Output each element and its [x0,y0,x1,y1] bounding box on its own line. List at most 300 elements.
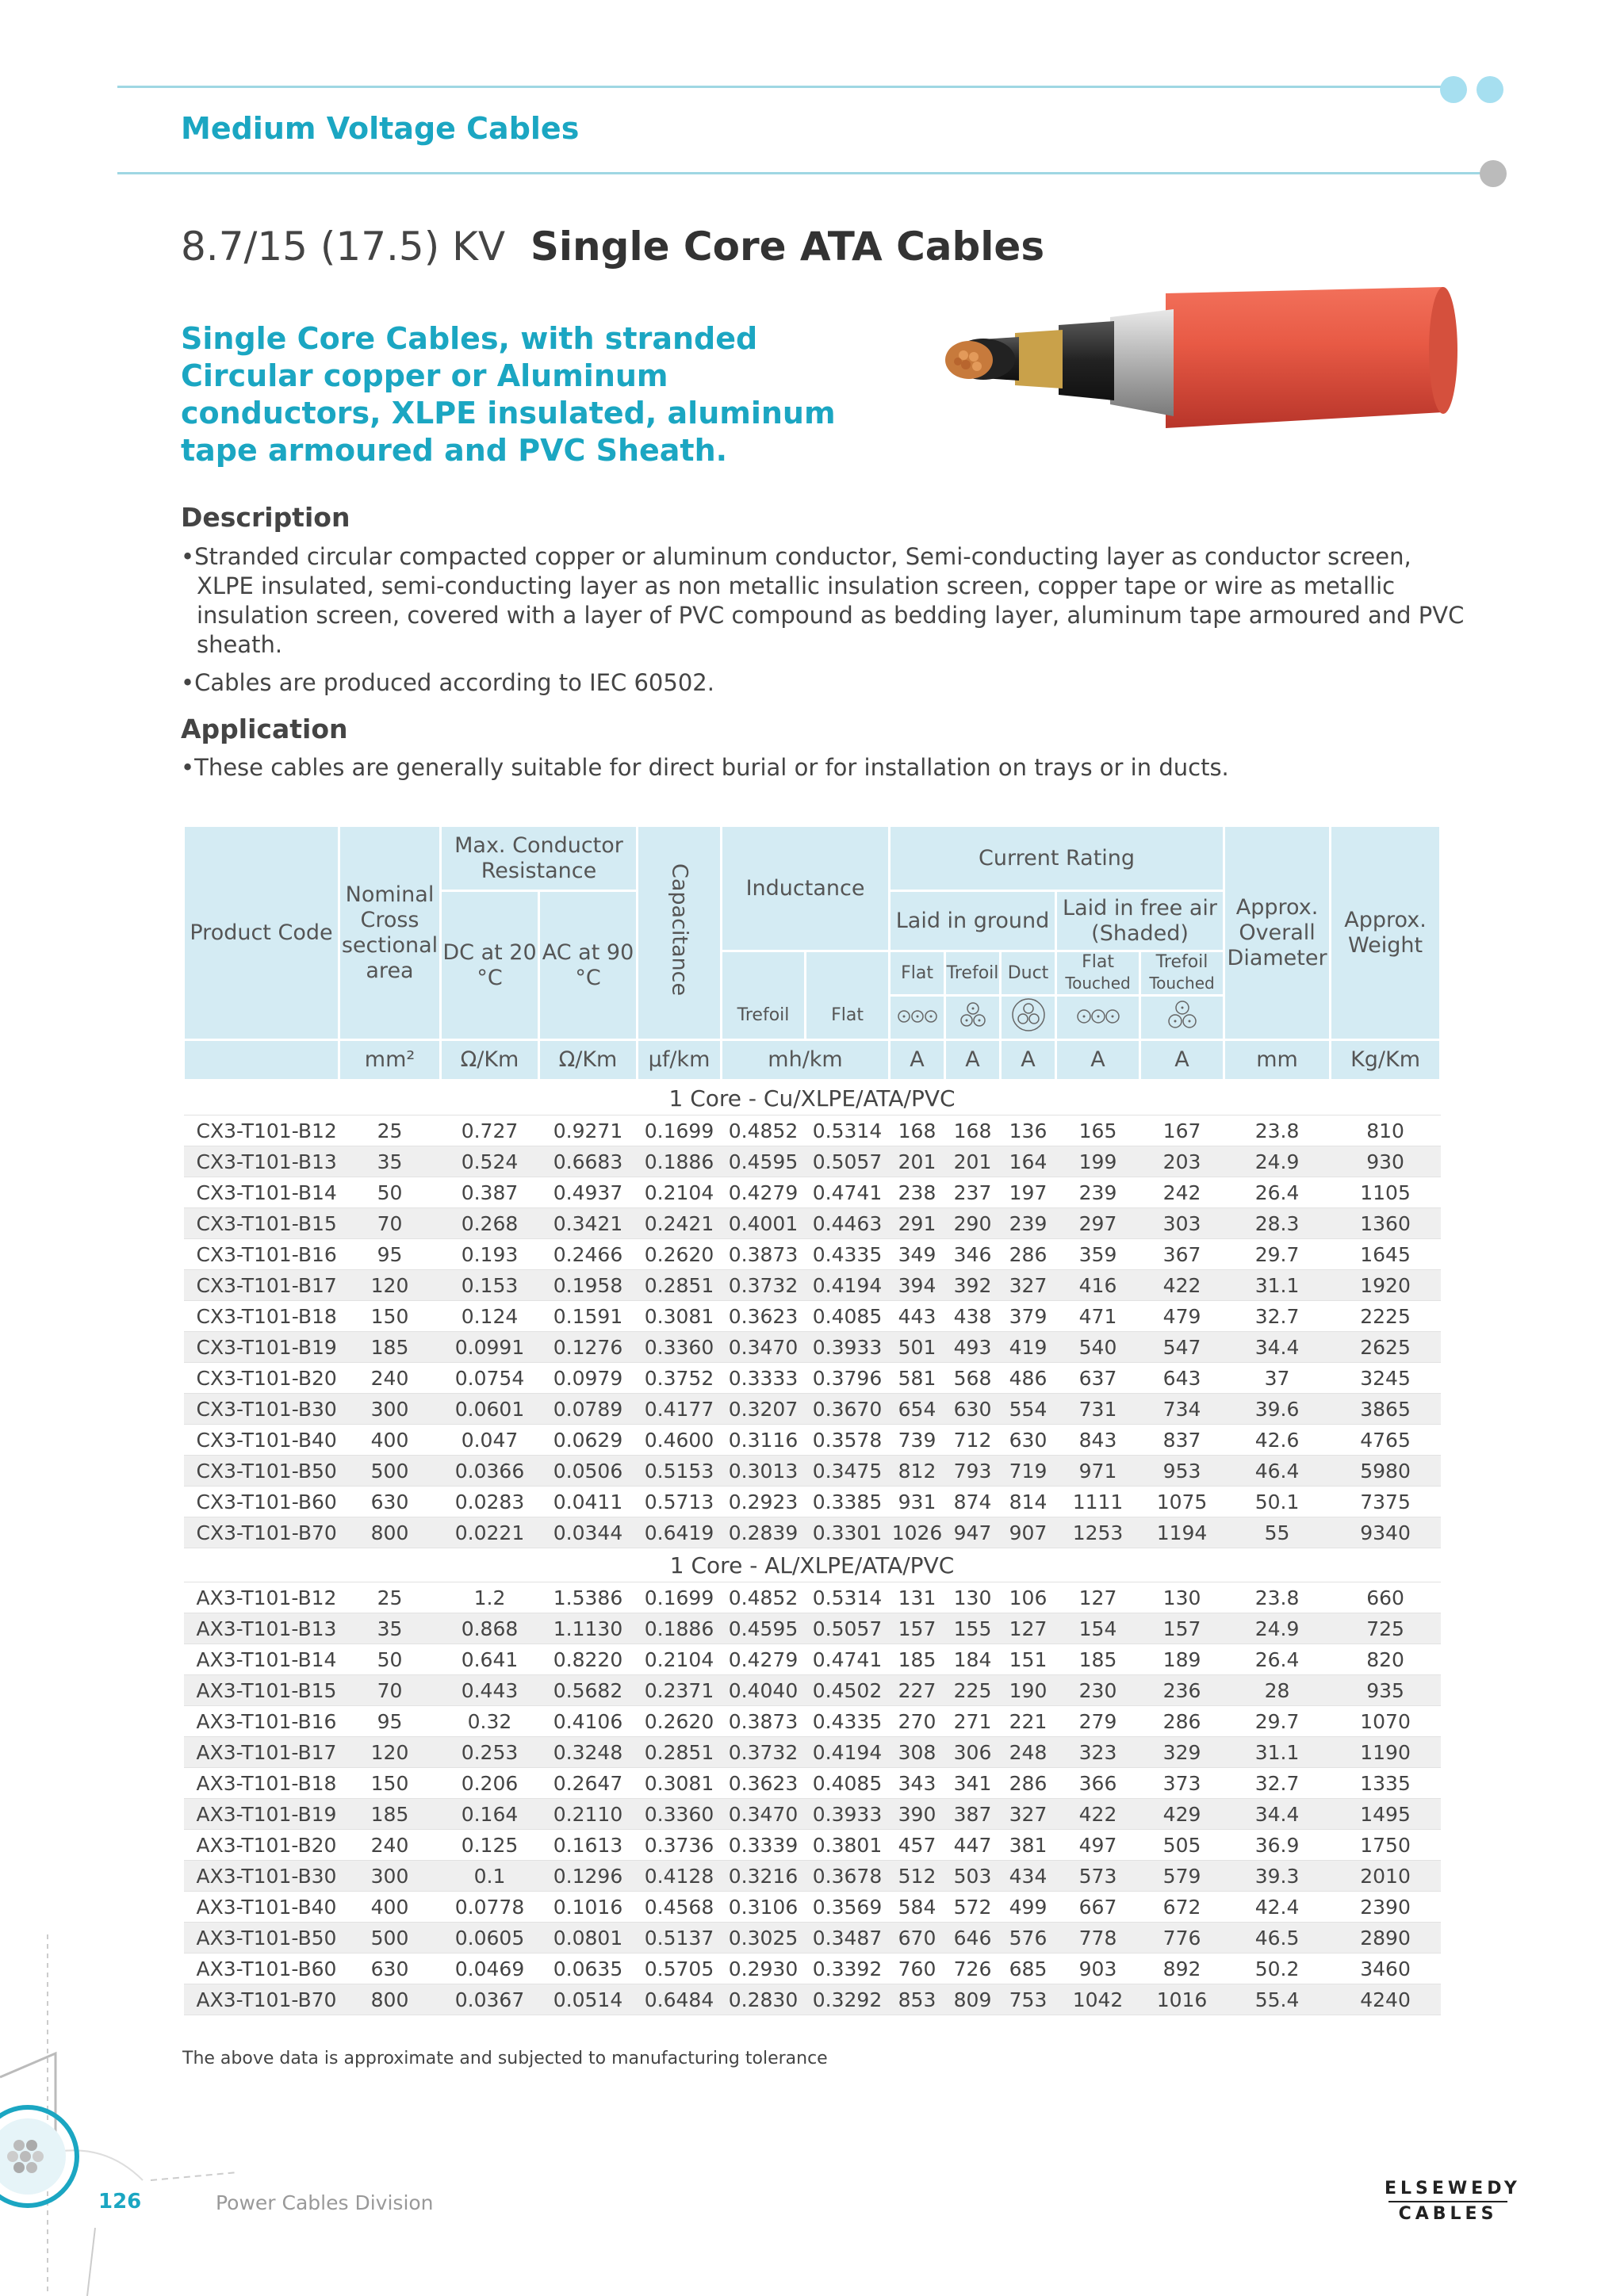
table-cell: 50 [339,1644,441,1675]
table-cell: 1042 [1056,1984,1140,2015]
table-row [184,1425,1441,1456]
table-cell: 0.4194 [806,1270,890,1301]
table-cell: 0.3207 [722,1394,806,1425]
table-cell: 3460 [1331,1954,1441,1984]
table-cell: 643 [1140,1363,1224,1394]
table-cell: 0.3487 [806,1923,890,1954]
table-cell: 0.32 [441,1706,539,1737]
table-cell: 46.4 [1224,1456,1331,1487]
unit-ground-duct: A [1001,1040,1056,1081]
table-cell: 971 [1056,1456,1140,1487]
table-cell: 150 [339,1768,441,1799]
table-cell: 291 [890,1208,945,1239]
unit-air-trefoil: A [1140,1040,1224,1081]
table-cell: 236 [1140,1675,1224,1706]
table-cell: 95 [339,1239,441,1270]
table-cell: 0.2851 [638,1737,722,1768]
table-cell: 0.727 [441,1115,539,1146]
table-cell: 0.3301 [806,1517,890,1548]
table-cell: 0.4194 [806,1737,890,1768]
table-cell: 0.268 [441,1208,539,1239]
table-cell: 31.1 [1224,1737,1331,1768]
table-cell: 499 [1001,1892,1056,1923]
table-cell: 0.0778 [441,1892,539,1923]
th-max-resistance: Max. Conductor Resistance [441,826,638,891]
table-cell: 3865 [1331,1394,1441,1425]
table-cell: 240 [339,1363,441,1394]
table-cell: 503 [945,1861,1001,1892]
table-cell: 248 [1001,1737,1056,1768]
table-cell: 55 [1224,1517,1331,1548]
table-cell: 32.7 [1224,1301,1331,1332]
table-cell: 0.3248 [539,1737,638,1768]
table-cell: 0.1016 [539,1892,638,1923]
table-cell: 70 [339,1208,441,1239]
table-cell: 189 [1140,1644,1224,1675]
table-cell: 300 [339,1394,441,1425]
table-row [184,1768,1441,1799]
table-cell: 157 [1140,1613,1224,1644]
table-cell: 0.2466 [539,1239,638,1270]
table-cell: 0.047 [441,1425,539,1456]
table-cell: 203 [1140,1146,1224,1177]
table-cell: 0.125 [441,1830,539,1861]
table-cell: 0.1591 [539,1301,638,1332]
ind-trefoil-label: Trefoil [737,1005,790,1025]
table-cell: 341 [945,1768,1001,1799]
table-row [184,1301,1441,1332]
table-cell: 753 [1001,1984,1056,2015]
table-cell: 0.4128 [638,1861,722,1892]
title-product: Single Core ATA Cables [530,224,1045,270]
table-cell: 572 [945,1892,1001,1923]
table-cell: 2225 [1331,1301,1441,1332]
table-cell: 443 [890,1301,945,1332]
table-cell: 579 [1140,1861,1224,1892]
footer-decoration [0,1919,238,2296]
table-cell: 1.2 [441,1582,539,1613]
table-cell: 39.6 [1224,1394,1331,1425]
table-cell: 239 [1001,1208,1056,1239]
air-flat-label: Flat [1082,952,1114,972]
table-cell: 500 [339,1456,441,1487]
top-dot-2 [1477,76,1503,103]
table-cell: 0.0629 [539,1425,638,1456]
table-cell: 2010 [1331,1861,1441,1892]
table-cell: 0.3106 [722,1892,806,1923]
table-cell: 654 [890,1394,945,1425]
tolerance-note: The above data is approximate and subjected to manufacturing tolerance [182,2049,828,2068]
table-cell: 0.4600 [638,1425,722,1456]
table-cell: 685 [1001,1954,1056,1984]
product-code-cell: CX3-T101-B19 [184,1332,339,1363]
table-cell: 0.164 [441,1799,539,1830]
table-cell: 4240 [1331,1984,1441,2015]
table-cell: 1645 [1331,1239,1441,1270]
table-cell: 0.3385 [806,1487,890,1517]
table-cell: 106 [1001,1582,1056,1613]
specification-table [182,825,1442,2015]
table-row [184,1737,1441,1768]
product-code-cell: CX3-T101-B60 [184,1487,339,1517]
table-cell: 1.5386 [539,1582,638,1613]
product-code-cell: AX3-T101-B15 [184,1675,339,1706]
table-row [184,1582,1441,1613]
table-cell: 0.3933 [806,1332,890,1363]
table-cell: 381 [1001,1830,1056,1861]
table-cell: 25 [339,1115,441,1146]
th-laid-ground: Laid in ground [890,891,1056,951]
table-cell: 239 [1056,1177,1140,1208]
table-cell: 201 [945,1146,1001,1177]
table-cell: 0.4335 [806,1239,890,1270]
table-cell: 0.0367 [441,1984,539,2015]
table-cell: 1105 [1331,1177,1441,1208]
table-cell: 630 [1001,1425,1056,1456]
table-cell: 50 [339,1177,441,1208]
table-cell: 810 [1331,1115,1441,1146]
table-cell: 630 [339,1487,441,1517]
table-cell: 0.3081 [638,1301,722,1332]
table-cell: 9340 [1331,1517,1441,1548]
table-row [184,1517,1441,1548]
table-cell: 0.8220 [539,1644,638,1675]
table-cell: 935 [1331,1675,1441,1706]
unit-capacitance: µf/km [638,1040,722,1081]
product-code-cell: CX3-T101-B13 [184,1146,339,1177]
product-code-cell: AX3-T101-B40 [184,1892,339,1923]
table-cell: 286 [1001,1768,1056,1799]
air-trefoil-sub: Touched [1149,974,1215,993]
table-cell: 0.4040 [722,1675,806,1706]
table-cell: 1026 [890,1517,945,1548]
table-body [184,1081,1441,2015]
table-cell: 0.4937 [539,1177,638,1208]
table-cell: 0.0754 [441,1363,539,1394]
table-cell: 0.153 [441,1270,539,1301]
table-cell: 447 [945,1830,1001,1861]
table-cell: 36.9 [1224,1830,1331,1861]
description-bullet-1: •Stranded circular compacted copper or aluminum conductor, Semi-conducting layer as conductor screen, XLPE insulated, semi-conducting layer as non metallic insulation screen, copper tape or wire as metallic insulation screen, covered with a layer of PVC compound as bedding layer, aluminum tape armoured and PVC sheath. [181,543,1465,658]
table-cell: 0.3360 [638,1799,722,1830]
product-code-cell: AX3-T101-B17 [184,1737,339,1768]
table-cell: 130 [1140,1582,1224,1613]
table-cell: 0.387 [441,1177,539,1208]
product-code-cell: AX3-T101-B12 [184,1582,339,1613]
table-cell: 0.1276 [539,1332,638,1363]
table-cell: 34.4 [1224,1332,1331,1363]
table-cell: 7375 [1331,1487,1441,1517]
table-cell: 55.4 [1224,1984,1331,2015]
table-cell: 0.2104 [638,1177,722,1208]
page-title [181,224,1044,270]
table-cell: 457 [890,1830,945,1861]
table-cell: 429 [1140,1799,1224,1830]
table-cell: 227 [890,1675,945,1706]
table-cell: 0.4852 [722,1582,806,1613]
th-current-rating: Current Rating [890,826,1224,891]
table-cell: 197 [1001,1177,1056,1208]
table-cell: 1075 [1140,1487,1224,1517]
table-cell: 199 [1056,1146,1140,1177]
table-cell: 230 [1056,1675,1140,1706]
table-cell: 800 [339,1984,441,2015]
table-cell: 1253 [1056,1517,1140,1548]
table-cell: 165 [1056,1115,1140,1146]
table-cell: 50.1 [1224,1487,1331,1517]
table-cell: 0.193 [441,1239,539,1270]
table-cell: 719 [1001,1456,1056,1487]
product-code-cell: AX3-T101-B16 [184,1706,339,1737]
th-ind-trefoil [722,951,806,1040]
table-cell: 1360 [1331,1208,1441,1239]
table-cell: 0.3392 [806,1954,890,1984]
product-code-cell: AX3-T101-B60 [184,1954,339,1984]
table-cell: 0.5137 [638,1923,722,1954]
table-cell: 0.2421 [638,1208,722,1239]
table-cell: 0.0221 [441,1517,539,1548]
table-row [184,1270,1441,1301]
table-cell: 308 [890,1737,945,1768]
table-cell: 120 [339,1737,441,1768]
table-cell: 0.253 [441,1737,539,1768]
table-cell: 931 [890,1487,945,1517]
table-cell: 422 [1140,1270,1224,1301]
table-cell: 131 [890,1582,945,1613]
table-cell: 0.1886 [638,1146,722,1177]
table-cell: 359 [1056,1239,1140,1270]
th-capacitance [638,826,722,1040]
table-cell: 0.4085 [806,1768,890,1799]
table-cell: 930 [1331,1146,1441,1177]
table-cell: 776 [1140,1923,1224,1954]
table-cell: 630 [945,1394,1001,1425]
th-product-code: Product Code [184,826,339,1040]
table-cell: 725 [1331,1613,1441,1644]
table-cell: 242 [1140,1177,1224,1208]
table-cell: 471 [1056,1301,1140,1332]
air-trefoil-label: Trefoil [1155,952,1208,972]
table-cell: 0.0283 [441,1487,539,1517]
table-cell: 0.4741 [806,1644,890,1675]
top-rule [117,86,1442,88]
table-cell: 400 [339,1892,441,1923]
table-cell: 95 [339,1706,441,1737]
table-row [184,1239,1441,1270]
table-cell: 157 [890,1613,945,1644]
table-cell: 34.4 [1224,1799,1331,1830]
table-cell: 712 [945,1425,1001,1456]
table-cell: 394 [890,1270,945,1301]
table-cell: 35 [339,1613,441,1644]
table-cell: 0.1296 [539,1861,638,1892]
table-cell: 2890 [1331,1923,1441,1954]
table-cell: 120 [339,1270,441,1301]
table-cell: 0.3116 [722,1425,806,1456]
table-cell: 303 [1140,1208,1224,1239]
table-cell: 438 [945,1301,1001,1332]
table-cell: 185 [1056,1644,1140,1675]
table-cell: 0.5314 [806,1582,890,1613]
table-cell: 778 [1056,1923,1140,1954]
ind-flat-label: Flat [831,1005,864,1025]
table-cell: 584 [890,1892,945,1923]
product-code-cell: CX3-T101-B40 [184,1425,339,1456]
table-cell: 820 [1331,1644,1441,1675]
table-cell: 793 [945,1456,1001,1487]
table-row [184,1177,1441,1208]
table-cell: 0.443 [441,1675,539,1706]
table-cell: 505 [1140,1830,1224,1861]
table-cell: 1016 [1140,1984,1224,2015]
table-cell: 581 [890,1363,945,1394]
table-cell: 28.3 [1224,1208,1331,1239]
table-cell: 4765 [1331,1425,1441,1456]
table-cell: 0.0635 [539,1954,638,1984]
table-cell: 373 [1140,1768,1224,1799]
table-cell: 329 [1140,1737,1224,1768]
th-weight: Approx. Weight [1331,826,1441,1040]
table-row [184,1830,1441,1861]
table-cell: 2390 [1331,1892,1441,1923]
table-cell: 422 [1056,1799,1140,1830]
table-cell: 327 [1001,1799,1056,1830]
group-row [184,1081,1441,1115]
table-cell: 50.2 [1224,1954,1331,1984]
table-cell: 0.3873 [722,1239,806,1270]
product-code-cell: CX3-T101-B50 [184,1456,339,1487]
table-cell: 167 [1140,1115,1224,1146]
unit-dc: Ω/Km [441,1040,539,1081]
product-code-cell: CX3-T101-B17 [184,1270,339,1301]
table-cell: 540 [1056,1332,1140,1363]
table-cell: 0.4463 [806,1208,890,1239]
table-cell: 0.0991 [441,1332,539,1363]
table-cell: 379 [1001,1301,1056,1332]
table-cell: 0.4568 [638,1892,722,1923]
table-cell: 1750 [1331,1830,1441,1861]
unit-air-flat: A [1056,1040,1140,1081]
table-cell: 240 [339,1830,441,1861]
division-label: Power Cables Division [216,2191,434,2214]
application-heading: Application [181,714,348,744]
table-cell: 0.3670 [806,1394,890,1425]
table-cell: 812 [890,1456,945,1487]
table-cell: 0.124 [441,1301,539,1332]
table-cell: 853 [890,1984,945,2015]
table-cell: 24.9 [1224,1146,1331,1177]
product-code-cell: AX3-T101-B70 [184,1984,339,2015]
table-cell: 0.5682 [539,1675,638,1706]
table-cell: 1070 [1331,1706,1441,1737]
table-cell: 501 [890,1332,945,1363]
table-cell: 0.5057 [806,1146,890,1177]
product-code-cell: AX3-T101-B20 [184,1830,339,1861]
table-cell: 479 [1140,1301,1224,1332]
table-cell: 0.5153 [638,1456,722,1487]
th-diameter: Approx. Overall Diameter [1224,826,1331,1040]
table-cell: 0.1 [441,1861,539,1892]
table-cell: 0.4502 [806,1675,890,1706]
th-ground-duct: Duct [1001,951,1056,996]
table-row [184,1115,1441,1146]
table-cell: 3245 [1331,1363,1441,1394]
table-cell: 760 [890,1954,945,1984]
table-cell: 28 [1224,1675,1331,1706]
table-cell: 0.0979 [539,1363,638,1394]
table-cell: 419 [1001,1332,1056,1363]
product-code-cell: CX3-T101-B12 [184,1115,339,1146]
table-cell: 286 [1140,1706,1224,1737]
table-cell: 35 [339,1146,441,1177]
table-cell: 0.0601 [441,1394,539,1425]
table-cell: 300 [339,1861,441,1892]
product-subtitle: Single Core Cables, with stranded Circular copper or Aluminum conductors, XLPE insulated, aluminum tape armoured and PVC Sheath. [181,321,836,468]
table-cell: 0.4335 [806,1706,890,1737]
table-row [184,1923,1441,1954]
table-cell: 814 [1001,1487,1056,1517]
table-cell: 0.524 [441,1146,539,1177]
product-code-cell: CX3-T101-B20 [184,1363,339,1394]
table-cell: 0.9271 [539,1115,638,1146]
th-nominal-area: Nominal Cross sectional area [339,826,441,1040]
table-cell: 554 [1001,1394,1056,1425]
table-cell: 734 [1140,1394,1224,1425]
table-cell: 0.0469 [441,1954,539,1984]
table-cell: 1194 [1140,1517,1224,1548]
table-cell: 0.4085 [806,1301,890,1332]
table-cell: 0.3025 [722,1923,806,1954]
table-cell: 297 [1056,1208,1140,1239]
table-cell: 0.3216 [722,1861,806,1892]
table-cell: 1111 [1056,1487,1140,1517]
table-row [184,1363,1441,1394]
table-cell: 26.4 [1224,1644,1331,1675]
table-cell: 130 [945,1582,1001,1613]
table-row [184,1208,1441,1239]
product-code-cell: CX3-T101-B15 [184,1208,339,1239]
table-cell: 660 [1331,1582,1441,1613]
table-cell: 0.0344 [539,1517,638,1548]
table-cell: 947 [945,1517,1001,1548]
table-cell: 42.6 [1224,1425,1331,1456]
table-cell: 892 [1140,1954,1224,1984]
unit-inductance: mh/km [722,1040,890,1081]
table-row [184,1675,1441,1706]
unit-weight: Kg/Km [1331,1040,1441,1081]
table-cell: 25 [339,1582,441,1613]
table-cell: 1920 [1331,1270,1441,1301]
table-cell: 150 [339,1301,441,1332]
table-cell: 0.2930 [722,1954,806,1984]
table-cell: 1335 [1331,1768,1441,1799]
table-row [184,1394,1441,1425]
product-code-cell: AX3-T101-B14 [184,1644,339,1675]
table-cell: 670 [890,1923,945,1954]
table-cell: 0.3732 [722,1737,806,1768]
table-cell: 184 [945,1644,1001,1675]
table-cell: 327 [1001,1270,1056,1301]
table-cell: 190 [1001,1675,1056,1706]
table-cell: 1.1130 [539,1613,638,1644]
table-cell: 26.4 [1224,1177,1331,1208]
table-cell: 0.3623 [722,1768,806,1799]
table-cell: 46.5 [1224,1923,1331,1954]
trefoil-laying-icon [945,996,1001,1040]
group-title: 1 Core - Cu/XLPE/ATA/PVC [184,1081,1441,1115]
table-cell: 573 [1056,1861,1140,1892]
table-cell: 731 [1056,1394,1140,1425]
